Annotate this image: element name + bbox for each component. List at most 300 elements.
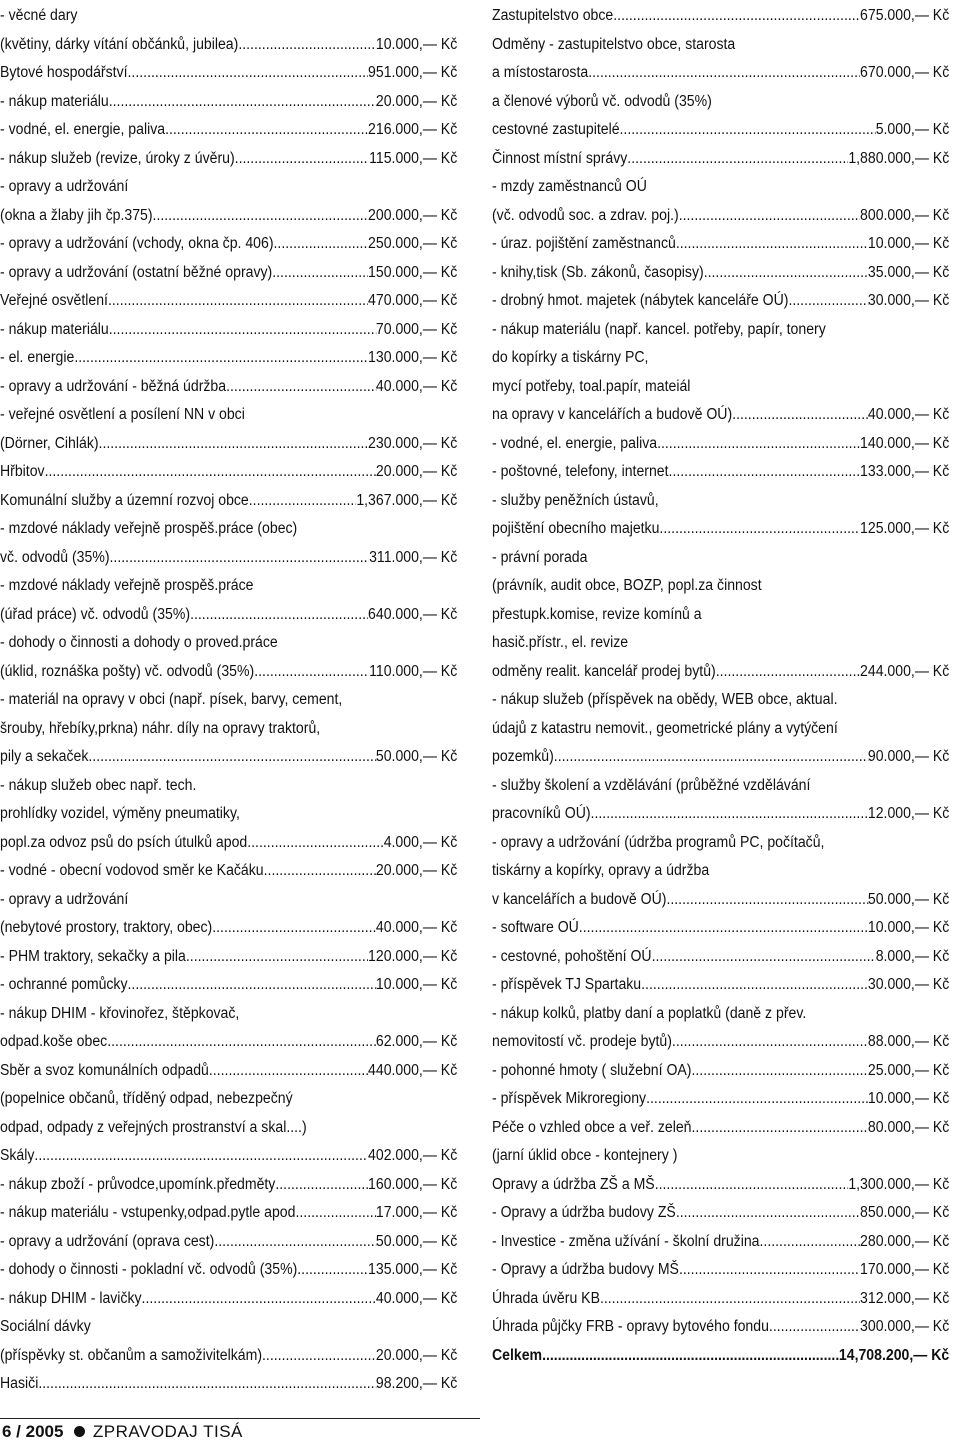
line-label: Odměny - zastupitelstvo obce, starosta <box>492 35 736 53</box>
line-amount: 470.000,— Kč <box>368 292 458 309</box>
line-label: Úhrada úvěru KB <box>492 1289 600 1307</box>
line-amount: 90.000,— Kč <box>867 748 950 765</box>
line-label: odměny realit. kancelář prodej bytů) <box>492 662 716 680</box>
line-label: - Investice - změna užívání - školní družina <box>492 1232 760 1250</box>
budget-line <box>492 230 949 259</box>
budget-line <box>0 857 457 886</box>
dot-leader <box>704 259 868 288</box>
budget-line <box>492 1313 949 1342</box>
line-amount: 30.000,— Kč <box>867 292 950 309</box>
dot-leader <box>186 943 368 972</box>
budget-line <box>492 1171 949 1200</box>
line-amount: 8.000,— Kč <box>875 947 950 965</box>
line-amount: 951.000,— Kč <box>368 64 458 81</box>
budget-line <box>492 259 949 288</box>
budget-line <box>492 458 949 487</box>
budget-line <box>492 145 949 174</box>
line-amount: 280.000,— Kč <box>860 1232 950 1250</box>
line-amount: 311.000,— Kč <box>369 548 458 566</box>
budget-line <box>0 202 457 231</box>
budget-line <box>0 1085 457 1114</box>
line-label: - ochranné pomůcky <box>0 976 128 993</box>
line-label: (úklid, roznáška pošty) vč. odvodů (35%) <box>0 662 255 680</box>
line-label: Sběr a svoz komunálních odpadů <box>0 1061 209 1079</box>
budget-line <box>0 544 457 573</box>
line-label: - služby peněžních ústavů, <box>492 491 659 509</box>
line-amount: 40.000,— Kč <box>375 919 458 936</box>
budget-line <box>0 458 457 487</box>
line-label: (příspěvky st. občanům a samoživitelkám) <box>0 1346 263 1364</box>
budget-line <box>0 601 457 630</box>
line-amount: 1,880.000,— Kč <box>848 149 950 167</box>
line-label: (Dörner, Cihlák) <box>0 434 99 452</box>
budget-line <box>0 914 457 943</box>
budget-line <box>0 259 457 288</box>
dot-leader <box>588 59 860 88</box>
budget-line <box>0 572 457 601</box>
line-label: Činnost místní správy <box>492 149 628 167</box>
line-label: Sociální dávky <box>0 1318 91 1335</box>
dot-leader <box>554 743 868 772</box>
line-label: tiskárny a kopírky, opravy a údržba <box>492 862 710 879</box>
budget-line <box>492 430 949 459</box>
dot-leader <box>275 1171 368 1200</box>
budget-line <box>0 2 457 31</box>
budget-line <box>492 1285 949 1314</box>
line-amount: 160.000,— Kč <box>368 1175 458 1193</box>
line-amount: 20.000,— Kč <box>375 463 458 480</box>
dot-leader <box>657 430 860 459</box>
dot-leader <box>297 1256 368 1285</box>
budget-line <box>492 1000 949 1029</box>
line-amount: 640.000,— Kč <box>368 605 458 623</box>
dot-leader <box>652 943 876 972</box>
budget-line <box>492 59 949 88</box>
line-amount: 670.000,— Kč <box>860 64 950 81</box>
budget-line <box>0 1000 457 1029</box>
line-amount: 216.000,— Kč <box>368 121 458 138</box>
budget-line <box>492 1057 949 1086</box>
line-label: - dohody o činnosti a dohody o proved.práce <box>0 634 278 651</box>
budget-line <box>492 515 949 544</box>
line-label: pily a sekaček <box>0 748 89 765</box>
line-label: - knihy,tisk (Sb. zákonů, časopisy) <box>492 263 704 281</box>
line-label: a členové výborů vč. odvodů (35%) <box>492 92 712 110</box>
line-label: - nákup zboží - průvodce,upomínk.předměty <box>0 1175 276 1193</box>
line-label: - nákup služeb (revize, úroky z úvěru) <box>0 149 235 167</box>
budget-line <box>0 230 457 259</box>
budget-line <box>492 1114 949 1143</box>
line-amount: 402.000,— Kč <box>368 1147 458 1164</box>
budget-line <box>0 344 457 373</box>
line-amount: 125.000,— Kč <box>860 520 950 537</box>
dot-leader <box>691 1114 867 1143</box>
line-label: Péče o vzhled obce a veř. zeleň <box>492 1118 692 1136</box>
budget-line <box>492 1142 949 1171</box>
budget-line <box>492 373 949 402</box>
line-label: hasič.přístr., el. revize <box>492 634 629 651</box>
line-label: - el. energie <box>0 349 75 366</box>
line-label: Skály <box>0 1147 35 1164</box>
budget-line <box>492 116 949 145</box>
line-label: (popelnice občanů, tříděný odpad, nebezpečný <box>0 1090 293 1107</box>
dot-leader <box>760 1228 861 1257</box>
line-label: v kancelářích a budově OÚ) <box>492 890 667 908</box>
dot-leader <box>676 1199 860 1228</box>
line-label: Hřbitov <box>0 463 45 480</box>
line-amount: 800.000,— Kč <box>860 206 950 224</box>
budget-line <box>492 572 949 601</box>
page-number: 6 / 2005 <box>2 1422 64 1441</box>
budget-line <box>0 487 457 516</box>
budget-line <box>492 487 949 516</box>
line-amount: 675.000,— Kč <box>860 7 950 24</box>
dot-leader <box>669 458 861 487</box>
budget-line <box>0 145 457 174</box>
dot-leader <box>620 116 876 145</box>
dot-leader <box>214 1228 376 1257</box>
dot-leader <box>679 1256 860 1285</box>
budget-line <box>492 743 949 772</box>
budget-line <box>492 829 949 858</box>
line-label: - drobný hmot. majetek (nábytek kanceláře OÚ) <box>492 292 789 309</box>
line-label: Zastupitelstvo obce <box>492 7 614 24</box>
line-amount: 20.000,— Kč <box>375 92 458 110</box>
budget-line <box>492 943 949 972</box>
dot-leader <box>641 971 868 1000</box>
line-label: Bytové hospodářství <box>0 64 128 81</box>
line-amount: 80.000,— Kč <box>867 1118 950 1136</box>
line-label: - opravy a udržování (ostatní běžné opravy) <box>0 263 273 281</box>
budget-line <box>492 202 949 231</box>
line-amount: 115.000,— Kč <box>369 149 458 167</box>
dot-leader <box>274 230 369 259</box>
line-label: pojištění obecního majetku <box>492 520 660 537</box>
dot-leader <box>591 800 868 829</box>
line-label: na opravy v kancelářích a budově OÚ) <box>492 406 733 423</box>
budget-line <box>0 515 457 544</box>
line-amount: 440.000,— Kč <box>368 1061 458 1079</box>
line-amount: 312.000,— Kč <box>860 1289 950 1307</box>
line-amount: 4.000,— Kč <box>383 833 458 851</box>
line-label: - nákup DHIM - lavičky <box>0 1289 142 1307</box>
budget-line <box>492 857 949 886</box>
line-amount: 135.000,— Kč <box>368 1261 458 1278</box>
line-label: - nákup služeb obec např. tech. <box>0 776 197 794</box>
line-amount: 244.000,— Kč <box>860 662 950 680</box>
dot-leader <box>716 658 860 687</box>
dot-leader <box>262 1342 376 1371</box>
line-amount: 850.000,— Kč <box>860 1204 950 1221</box>
dot-leader <box>655 1171 849 1200</box>
line-label: - software OÚ <box>492 919 579 936</box>
line-label: - dohody o činnosti - pokladní vč. odvodů (35%) <box>0 1261 298 1278</box>
budget-line <box>492 629 949 658</box>
budget-line <box>0 1114 457 1143</box>
line-label: - služby školení a vzdělávání (průběžné vzdělávání <box>492 776 811 794</box>
line-label: - materiál na opravy v obci (např. písek, barvy, cement, <box>0 691 343 708</box>
dot-leader <box>769 1313 860 1342</box>
budget-line <box>492 800 949 829</box>
page-footer <box>0 1418 480 1445</box>
dot-leader <box>254 658 369 687</box>
budget-line <box>0 1057 457 1086</box>
line-label: (nebytové prostory, traktory, obec) <box>0 919 213 936</box>
line-amount: 1,367.000,— Kč <box>356 491 458 509</box>
line-label: odpad, odpady z veřejných prostranství a skal....) <box>0 1118 307 1136</box>
budget-line <box>0 430 457 459</box>
budget-line <box>492 1342 949 1371</box>
dot-leader <box>74 344 368 373</box>
budget-line <box>0 886 457 915</box>
dot-leader <box>659 515 860 544</box>
line-label: popl.za odvoz psů do psích útulků apod. <box>0 833 252 851</box>
line-amount: 250.000,— Kč <box>368 235 458 252</box>
line-amount: 230.000,— Kč <box>368 434 458 452</box>
line-label: cestovné zastupitelé <box>492 121 620 138</box>
dot-leader <box>579 914 868 943</box>
dot-leader <box>672 1028 868 1057</box>
dot-leader <box>107 1028 376 1057</box>
line-label: (okna a žlaby jih čp.375) <box>0 206 153 224</box>
dot-leader <box>110 544 370 573</box>
budget-line <box>492 544 949 573</box>
line-label: - Opravy a údržba budovy MŠ <box>492 1261 679 1278</box>
line-amount: 25.000,— Kč <box>867 1061 950 1079</box>
budget-line <box>0 772 457 801</box>
line-amount: 200.000,— Kč <box>368 206 458 224</box>
dot-leader <box>34 1142 368 1171</box>
line-amount: 133.000,— Kč <box>860 463 950 480</box>
budget-line <box>0 658 457 687</box>
line-amount: 98.200,— Kč <box>375 1375 458 1392</box>
line-amount: 1,300.000,— Kč <box>848 1175 950 1193</box>
budget-line <box>0 800 457 829</box>
line-amount: 110.000,— Kč <box>369 662 458 680</box>
line-label: Komunální služby a územní rozvoj obce <box>0 491 249 509</box>
line-amount: 10.000,— Kč <box>375 976 458 993</box>
line-label: - nákup materiálu <box>0 320 109 338</box>
dot-leader <box>600 1285 860 1314</box>
line-label: Hasiči <box>0 1375 39 1392</box>
dot-leader <box>88 743 375 772</box>
line-label: přestupk.komise, revize komínů a <box>492 605 702 623</box>
line-label: - PHM traktory, sekačky a pila <box>0 947 186 965</box>
line-amount: 130.000,— Kč <box>368 349 458 366</box>
line-label: - opravy a udržování (oprava cest) <box>0 1232 215 1250</box>
line-amount: 50.000,— Kč <box>375 1232 458 1250</box>
line-amount: 35.000,— Kč <box>867 263 950 281</box>
line-label: Celkem <box>492 1346 543 1364</box>
line-label: - Opravy a údržba budovy ZŠ <box>492 1204 676 1221</box>
budget-line <box>0 373 457 402</box>
line-label: - opravy a udržování (vchody, okna čp. 406) <box>0 235 274 252</box>
budget-line <box>0 287 457 316</box>
line-label: - nákup materiálu <box>0 92 109 110</box>
dot-leader <box>272 259 368 288</box>
line-label: - opravy a udržování - běžná údržba <box>0 377 227 395</box>
line-label: vč. odvodů (35%) <box>0 548 110 566</box>
publication-name: ZPRAVODAJ TISÁ <box>92 1422 243 1441</box>
line-label: - vodné - obecní vodovod směr ke Kačáku <box>0 862 264 879</box>
line-label: (úřad práce) vč. odvodů (35%) <box>0 605 191 623</box>
dot-leader <box>679 202 860 231</box>
budget-line <box>492 1256 949 1285</box>
budget-line <box>0 1370 457 1399</box>
budget-line <box>0 971 457 1000</box>
dot-leader <box>38 1370 376 1399</box>
budget-line <box>492 2 949 31</box>
dot-leader <box>249 487 357 516</box>
line-label: - mzdové náklady veřejně prospěš.práce <box>0 577 254 594</box>
budget-line <box>492 914 949 943</box>
budget-line <box>492 31 949 60</box>
dot-leader <box>732 401 868 430</box>
line-label: - vodné, el. energie, paliva <box>492 434 658 452</box>
dot-leader <box>99 430 369 459</box>
line-label: nemovitostí vč. prodeje bytů) <box>492 1033 672 1050</box>
line-amount: 10.000,— Kč <box>867 235 950 252</box>
dot-leader <box>627 145 848 174</box>
budget-line <box>0 88 457 117</box>
line-amount: 50.000,— Kč <box>867 890 950 908</box>
left-column <box>0 2 457 1399</box>
budget-line <box>0 686 457 715</box>
line-amount: 10.000,— Kč <box>867 1090 950 1107</box>
dot-leader <box>676 230 868 259</box>
dot-leader <box>165 116 368 145</box>
budget-line <box>0 1028 457 1057</box>
line-amount: 5.000,— Kč <box>875 121 950 138</box>
budget-line <box>492 601 949 630</box>
dot-leader <box>212 914 376 943</box>
budget-line <box>0 1256 457 1285</box>
line-label: do kopírky a tiskárny PC, <box>492 349 649 366</box>
line-label: - pohonné hmoty ( služební OA) <box>492 1061 692 1079</box>
budget-line <box>0 1142 457 1171</box>
line-label: Opravy a údržba ZŠ a MŠ <box>492 1175 655 1193</box>
dot-leader <box>238 31 376 60</box>
budget-line <box>0 316 457 345</box>
budget-line <box>492 1199 949 1228</box>
line-label: - úraz. pojištění zaměstnanců <box>492 235 676 252</box>
budget-line <box>492 1228 949 1257</box>
budget-line <box>492 886 949 915</box>
bullet-icon <box>74 1426 85 1437</box>
budget-line <box>0 1285 457 1314</box>
dot-leader <box>153 202 368 231</box>
line-label: - opravy a udržování (údržba programů PC, počítačů, <box>492 833 825 851</box>
line-label: - nákup DHIM - křovinořez, štěpkovač, <box>0 1004 240 1022</box>
line-amount: 17.000,— Kč <box>375 1204 458 1221</box>
dot-leader <box>128 971 376 1000</box>
line-label: Úhrada půjčky FRB - opravy bytového fondu <box>492 1318 769 1335</box>
dot-leader <box>235 145 369 174</box>
budget-line <box>492 1028 949 1057</box>
budget-line <box>0 173 457 202</box>
budget-line <box>492 344 949 373</box>
line-label: pracovníků OÚ) <box>492 805 591 822</box>
dot-leader <box>109 88 376 117</box>
line-label: (květiny, dárky vítání občánků, jubilea) <box>0 35 239 53</box>
line-label: - nákup materiálu (např. kancel. potřeby, papír, tonery <box>492 320 826 338</box>
budget-line <box>0 31 457 60</box>
line-amount: 170.000,— Kč <box>860 1261 950 1278</box>
line-amount: 40.000,— Kč <box>375 1289 458 1307</box>
dot-leader <box>646 1085 868 1114</box>
dot-leader <box>264 857 376 886</box>
line-amount: 30.000,— Kč <box>867 976 950 993</box>
budget-line <box>492 971 949 1000</box>
budget-line <box>492 287 949 316</box>
budget-line <box>492 658 949 687</box>
budget-line <box>0 1171 457 1200</box>
line-label: šrouby, hřebíky,prkna) náhr. díly na opravy traktorů, <box>0 719 321 737</box>
line-amount: 40.000,— Kč <box>375 377 458 395</box>
line-label: - mzdové náklady veřejně prospěš.práce (obec) <box>0 520 298 537</box>
line-amount: 10.000,— Kč <box>375 35 458 53</box>
line-amount: 10.000,— Kč <box>867 919 950 936</box>
budget-line <box>0 1228 457 1257</box>
budget-line <box>492 401 949 430</box>
budget-line <box>0 629 457 658</box>
line-label: odpad.koše obec <box>0 1033 108 1050</box>
dot-leader <box>108 287 368 316</box>
line-label: údajů z katastru nemovit., geometrické plány a vytýčení <box>492 719 838 737</box>
dot-leader <box>788 287 867 316</box>
dot-leader <box>128 59 369 88</box>
budget-line <box>0 743 457 772</box>
line-label: - opravy a udržování <box>0 178 129 195</box>
dot-leader <box>45 458 376 487</box>
dot-leader <box>190 601 368 630</box>
line-amount: 20.000,— Kč <box>375 1346 458 1364</box>
line-label: prohlídky vozidel, výměny pneumatiky, <box>0 805 240 822</box>
dot-leader <box>299 1199 376 1228</box>
dot-leader <box>226 373 376 402</box>
dot-leader <box>542 1342 839 1371</box>
budget-line <box>0 829 457 858</box>
budget-line <box>0 401 457 430</box>
budget-line <box>0 59 457 88</box>
right-column <box>492 2 949 1370</box>
line-amount: 20.000,— Kč <box>375 862 458 879</box>
budget-line <box>492 686 949 715</box>
budget-line <box>0 1199 457 1228</box>
line-label: mycí potřeby, toal.papír, mateiál <box>492 377 691 395</box>
line-amount: 300.000,— Kč <box>860 1318 950 1335</box>
line-label: (právník, audit obce, BOZP, popl.za činnost <box>492 577 762 594</box>
line-amount: 62.000,— Kč <box>375 1033 458 1050</box>
line-amount: 50.000,— Kč <box>375 748 458 765</box>
dot-leader <box>613 2 860 31</box>
line-label: - příspěvek Mikroregiony <box>492 1090 647 1107</box>
budget-line <box>0 1313 457 1342</box>
dot-leader <box>666 886 867 915</box>
budget-line <box>492 173 949 202</box>
line-label: - cestovné, pohoštění OÚ <box>492 947 652 965</box>
line-label: pozemků) <box>492 748 554 765</box>
line-label: - příspěvek TJ Spartaku <box>492 976 642 993</box>
dot-leader <box>109 316 376 345</box>
budget-line <box>492 1085 949 1114</box>
line-label: a místostarosta <box>492 64 589 81</box>
line-amount: 70.000,— Kč <box>375 320 458 338</box>
budget-line <box>0 943 457 972</box>
budget-line <box>492 715 949 744</box>
dot-leader <box>142 1285 376 1314</box>
line-label: (jarní úklid obce - kontejnery ) <box>492 1147 678 1164</box>
